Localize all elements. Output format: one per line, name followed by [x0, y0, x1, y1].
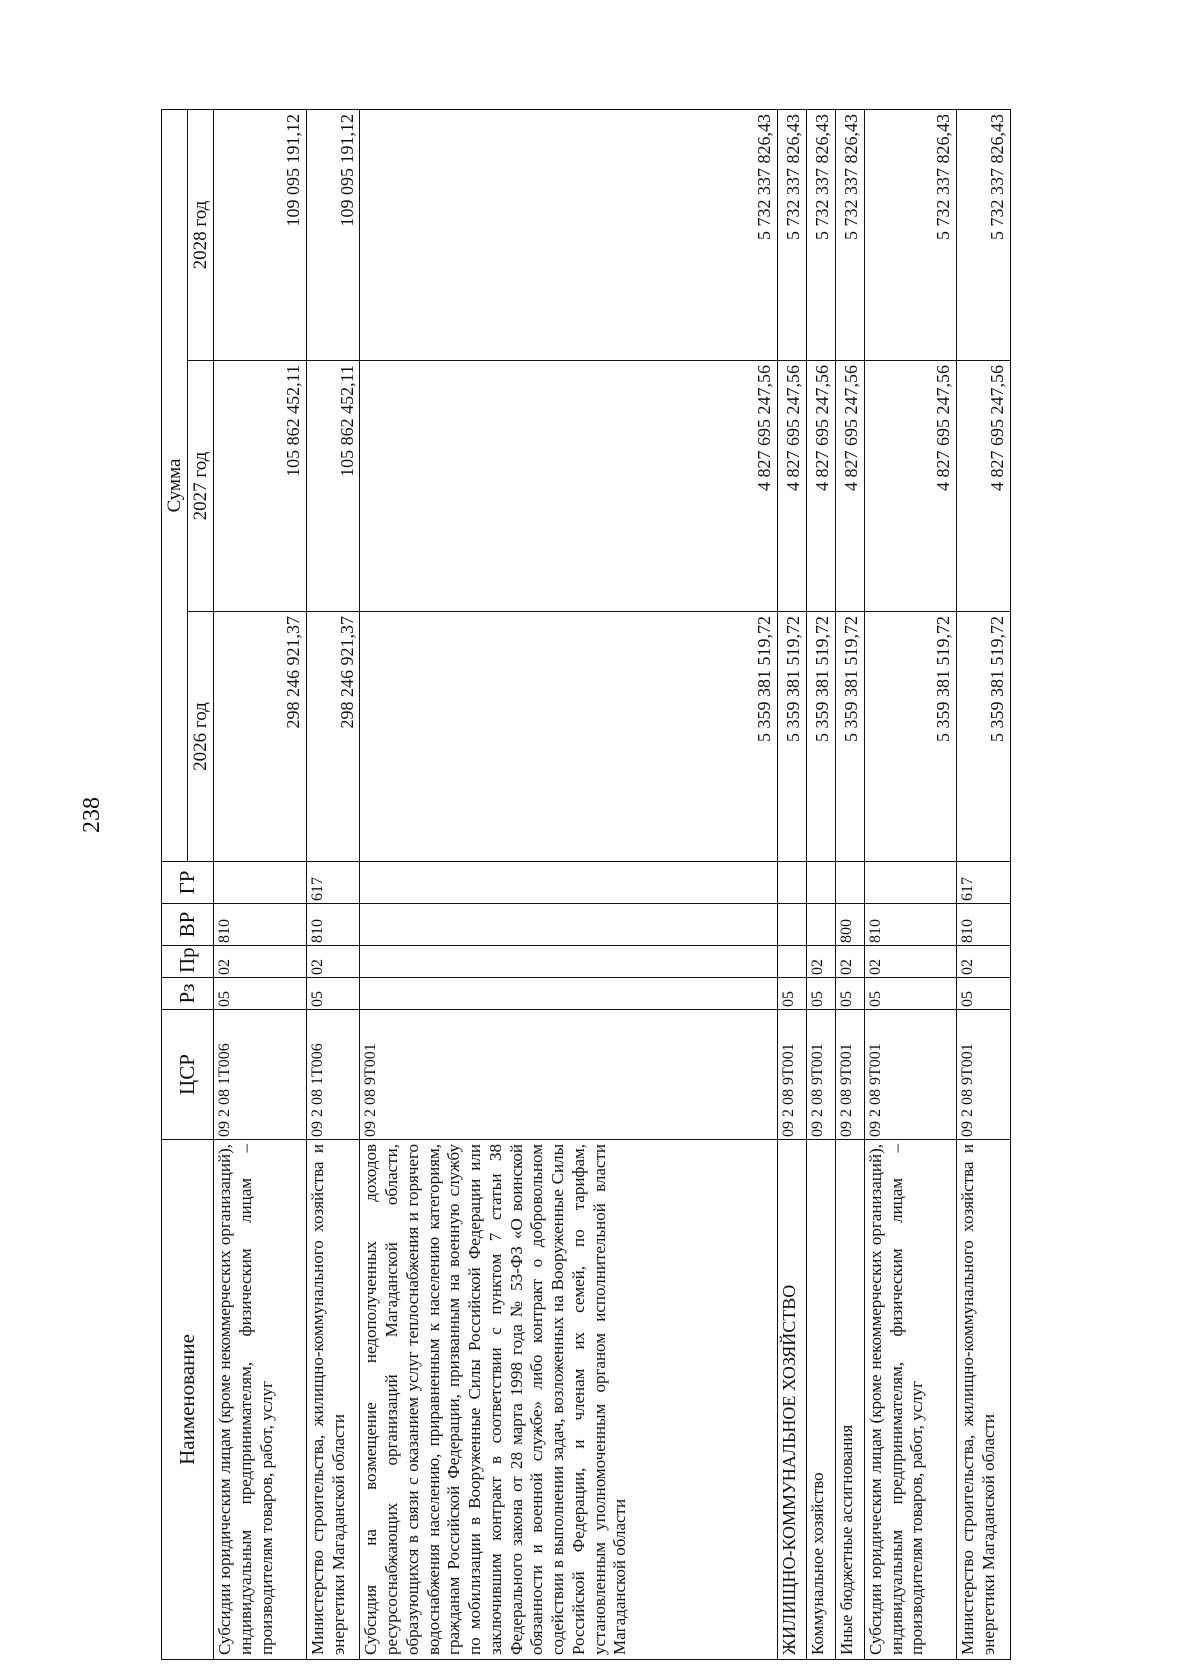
row-gr: [778, 862, 807, 904]
row-2027: 105 862 452,11: [306, 361, 360, 612]
row-vr: 800: [835, 904, 864, 946]
row-2027: 4 827 695 247,56: [778, 361, 807, 612]
row-2028: 5 732 337 826,43: [807, 110, 836, 361]
row-vr: 810: [864, 904, 957, 946]
row-name: Иные бюджетные ассигнования: [835, 1140, 864, 1660]
row-2026: 5 359 381 519,72: [864, 612, 957, 862]
row-gr: [360, 862, 778, 904]
row-csr: 09 2 08 9Т001: [835, 1010, 864, 1140]
header-sum: Сумма: [162, 110, 188, 862]
table-row: [214, 110, 307, 1660]
row-2027: 4 827 695 247,56: [360, 361, 778, 612]
row-2027: 4 827 695 247,56: [864, 361, 957, 612]
table-row: [864, 110, 957, 1660]
table-row: [807, 110, 836, 1660]
row-name: Министерство строительства, жилищно-коммунального хозяйства и энергетики Магаданской области: [306, 1140, 360, 1660]
header-name: Наименование: [162, 1140, 214, 1660]
row-csr: 09 2 08 1Т006: [214, 1010, 307, 1140]
row-pr: 02: [835, 946, 864, 978]
row-2028: 5 732 337 826,43: [864, 110, 957, 361]
row-vr: 810: [957, 904, 1011, 946]
row-name: Министерство строительства, жилищно-коммунального хозяйства и энергетики Магаданской области: [957, 1140, 1011, 1660]
row-rz: 05: [835, 978, 864, 1010]
budget-table: [161, 109, 1011, 1660]
row-gr: [807, 862, 836, 904]
header-year-2027: 2027 год: [188, 361, 214, 612]
header-gr: ГР: [162, 862, 214, 904]
row-pr: 02: [864, 946, 957, 978]
row-pr: 02: [306, 946, 360, 978]
row-name: ЖИЛИЩНО-КОММУНАЛЬНОЕ ХОЗЯЙСТВО: [778, 1140, 807, 1660]
row-2028: 5 732 337 826,43: [360, 110, 778, 361]
row-name: Коммунальное хозяйство: [807, 1140, 836, 1660]
page-number: 238: [79, 797, 105, 833]
row-2027: 4 827 695 247,56: [807, 361, 836, 612]
table-row: [835, 110, 864, 1660]
row-csr: 09 2 08 9Т001: [864, 1010, 957, 1140]
row-name: Субсидия на возмещение недополученных доходов ресурсоснабжающих организаций Магаданской области, образующихся в связи с оказанием услуг теплоснабжения и горячего водоснабжения населению, приравненным к населению категориям, гражданам Российской Федерации, призванным на военную службу по мобилизации в Вооруженные Силы Российской Федерации или заключившим контракт в соответствии с пунктом 7 статьи 38 Федерального закона от 28 марта 1998 года № 53-ФЗ «О воинской обязанности и военной службе» либо контракт о добровольном содействии в выполнении задач, возложенных на Вооруженные Силы Российской Федерации, и членам их семей, по тарифам, установленным уполномоченным органом исполнительной власти Магаданской области: [360, 1140, 778, 1660]
row-rz: 05: [214, 978, 307, 1010]
row-2028: 5 732 337 826,43: [778, 110, 807, 361]
row-gr: [214, 862, 307, 904]
header-rz: Рз: [162, 978, 214, 1010]
row-csr: 09 2 08 1Т006: [306, 1010, 360, 1140]
row-2027: 4 827 695 247,56: [835, 361, 864, 612]
row-csr: 09 2 08 9Т001: [778, 1010, 807, 1140]
row-csr: 09 2 08 9Т001: [807, 1010, 836, 1140]
header-vr: ВР: [162, 904, 214, 946]
row-name: Субсидии юридическим лицам (кроме некоммерческих организаций), индивидуальным предпринимателям, физическим лицам – производителям товаров, работ, услуг: [864, 1140, 957, 1660]
row-2026: 5 359 381 519,72: [957, 612, 1011, 862]
row-rz: 05: [778, 978, 807, 1010]
row-2026: 5 359 381 519,72: [778, 612, 807, 862]
row-2027: 4 827 695 247,56: [957, 361, 1011, 612]
header-csr: ЦСР: [162, 1010, 214, 1140]
header-pr: Пр: [162, 946, 214, 978]
row-rz: [360, 978, 778, 1010]
row-2026: 298 246 921,37: [306, 612, 360, 862]
row-pr: [360, 946, 778, 978]
row-2028: 5 732 337 826,43: [957, 110, 1011, 361]
row-rz: 05: [807, 978, 836, 1010]
row-vr: 810: [214, 904, 307, 946]
row-2026: 5 359 381 519,72: [807, 612, 836, 862]
row-gr: 617: [306, 862, 360, 904]
row-csr: 09 2 08 9Т001: [957, 1010, 1011, 1140]
row-pr: 02: [214, 946, 307, 978]
row-vr: 810: [306, 904, 360, 946]
table-row: [957, 110, 1011, 1660]
row-rz: 05: [864, 978, 957, 1010]
row-pr: 02: [957, 946, 1011, 978]
header-year-2026: 2026 год: [188, 612, 214, 862]
row-pr: 02: [807, 946, 836, 978]
row-2026: 5 359 381 519,72: [360, 612, 778, 862]
row-2028: 5 732 337 826,43: [835, 110, 864, 361]
row-2026: 298 246 921,37: [214, 612, 307, 862]
table-row: [360, 110, 778, 1660]
row-gr: [835, 862, 864, 904]
row-2026: 5 359 381 519,72: [835, 612, 864, 862]
header-year-2028: 2028 год: [188, 110, 214, 361]
row-2028: 109 095 191,12: [214, 110, 307, 361]
table-row: [778, 110, 807, 1660]
row-vr: [778, 904, 807, 946]
row-rz: 05: [306, 978, 360, 1010]
row-vr: [360, 904, 778, 946]
row-name: Субсидии юридическим лицам (кроме некоммерческих организаций), индивидуальным предпринимателям, физическим лицам – производителям товаров, работ, услуг: [214, 1140, 307, 1660]
row-gr: 617: [957, 862, 1011, 904]
row-vr: [807, 904, 836, 946]
row-rz: 05: [957, 978, 1011, 1010]
row-pr: [778, 946, 807, 978]
table-row: [306, 110, 360, 1660]
row-2028: 109 095 191,12: [306, 110, 360, 361]
row-2027: 105 862 452,11: [214, 361, 307, 612]
row-csr: 09 2 08 9Т001: [360, 1010, 778, 1140]
budget-table-rotated: [161, 110, 1011, 1660]
row-gr: [864, 862, 957, 904]
